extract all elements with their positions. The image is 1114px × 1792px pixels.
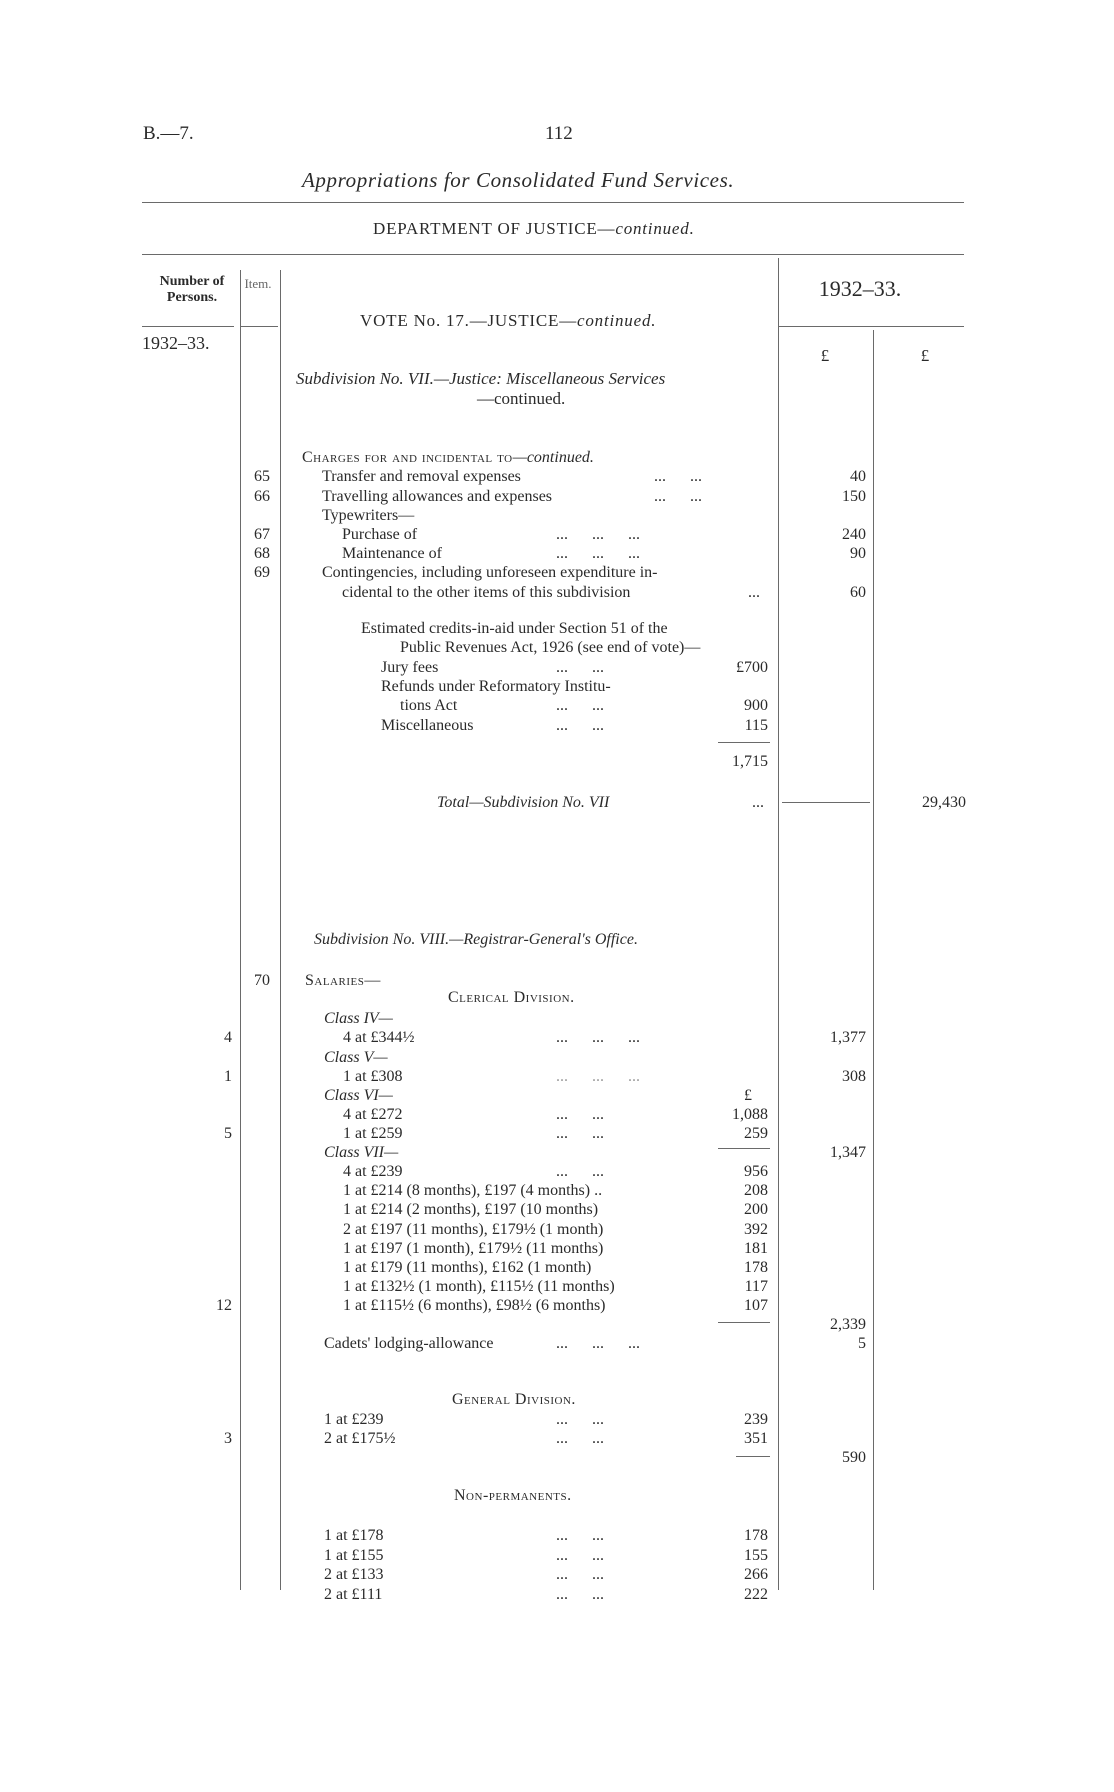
credits-total: 1,715	[732, 753, 768, 770]
contingencies-line-2: cidental to the other items of this subdivision	[342, 584, 631, 601]
line-item-label: Purchase of	[342, 526, 418, 543]
vote-name: VOTE No. 17.—JUSTICE—	[360, 311, 578, 330]
salary-amount: 178	[744, 1259, 768, 1276]
credit-label: Refunds under Reformatory Institu-	[381, 678, 611, 695]
item-number: 68	[254, 545, 270, 562]
leader-dots: ... ... ...	[556, 1335, 640, 1352]
persons-count: 12	[216, 1297, 232, 1314]
persons-count: 5	[224, 1125, 232, 1142]
salary-amount: 266	[744, 1566, 768, 1583]
credits-line-1: Estimated credits-in-aid under Section 51 of the	[361, 620, 668, 637]
salary-line: 1 at £155	[324, 1546, 384, 1564]
general-sum-rule	[736, 1456, 770, 1457]
salary-line: 1 at £259	[343, 1125, 403, 1142]
salary-amount: 117	[744, 1278, 768, 1296]
amount-header-rule	[778, 326, 964, 327]
class-amount: 1,347	[830, 1144, 866, 1161]
class-heading: Class VII—	[324, 1144, 399, 1161]
leader-dots: ... ...	[556, 1106, 604, 1123]
credits-sum-rule	[718, 742, 770, 743]
item-number: 65	[254, 468, 270, 485]
salary-amount: 392	[744, 1220, 768, 1238]
pound-sign-col2: £	[920, 346, 930, 365]
credits-line-2: Public Revenues Act, 1926 (see end of vote)—	[400, 639, 701, 656]
page-number: 112	[545, 123, 573, 144]
cadets-amount: 5	[858, 1335, 866, 1352]
salary-line: 4 at £272	[343, 1106, 403, 1123]
persons-count: 1	[224, 1068, 232, 1085]
credit-label: tions Act	[400, 697, 458, 714]
salary-amount: 178	[744, 1527, 768, 1544]
salary-line: 4 at £344½	[343, 1029, 415, 1046]
typewriters-label: Typewriters—	[322, 507, 415, 524]
line-item-label: Transfer and removal expenses	[322, 468, 521, 485]
item-number: 67	[254, 526, 270, 543]
leader-dots: ... ...	[556, 1566, 604, 1583]
leader-dots: ... ...	[556, 1585, 604, 1603]
persons-header-rule	[142, 326, 234, 327]
salary-amount: 200	[744, 1201, 768, 1219]
subdivision-7-heading-continued: —continued.	[477, 389, 566, 408]
department-heading	[373, 219, 695, 238]
credit-amount: £700	[736, 659, 768, 676]
leader-dots: ... ...	[556, 659, 604, 676]
department-name: DEPARTMENT OF JUSTICE—	[373, 219, 616, 238]
item-header-rule	[240, 326, 278, 327]
pound-sign-col1: £	[820, 346, 830, 365]
leader-dots: ... ... ...	[556, 545, 640, 562]
total-rule	[782, 802, 870, 803]
salary-amount: 956	[744, 1163, 768, 1180]
leader-dots: ... ...	[654, 488, 702, 505]
persons-year-label: 1932–33.	[142, 333, 210, 353]
persons-column-header: Number of Persons.	[159, 274, 225, 305]
salary-line: 1 at £308	[343, 1068, 403, 1085]
subdivision-8-heading: Subdivision No. VIII.—Registrar-General's Office.	[314, 931, 638, 948]
salary-amount: 208	[744, 1182, 768, 1200]
line-item-amount: 90	[850, 545, 866, 562]
general-division-heading: General Division.	[452, 1391, 576, 1408]
salary-amount: 239	[744, 1411, 768, 1428]
salary-line: 1 at £214 (8 months), £197 (4 months) ..	[343, 1182, 603, 1200]
leader-dots: ... ...	[556, 1125, 604, 1142]
charges-heading	[302, 448, 594, 467]
sub-column-pound: £	[744, 1087, 752, 1104]
credit-label: Miscellaneous	[381, 717, 474, 734]
amount-column-mid-rule	[873, 330, 874, 1590]
leader-dots: ... ...	[556, 1527, 604, 1544]
line-item-amount: 60	[850, 584, 866, 601]
credit-label: Jury fees	[381, 659, 439, 676]
item-number: 66	[254, 488, 270, 505]
class-7-sum-rule	[718, 1322, 770, 1323]
credit-amount: 900	[744, 697, 768, 714]
salary-amount: 351	[744, 1430, 768, 1447]
leader-dots: ...	[752, 794, 764, 811]
salary-amount: 181	[744, 1239, 768, 1257]
clerical-division-heading: Clerical Division.	[448, 989, 575, 1006]
charges-continued: —continued.	[512, 449, 594, 466]
line-item-amount: 240	[842, 526, 866, 543]
year-column-header: 1932–33.	[818, 276, 902, 301]
leader-dots: ... ...	[556, 717, 604, 734]
class-amount: 1,377	[830, 1029, 866, 1046]
persons-count: 4	[224, 1029, 232, 1046]
cadets-label: Cadets' lodging-allowance	[324, 1335, 494, 1352]
division-amount: 590	[842, 1449, 866, 1466]
salary-line: 2 at £197 (11 months), £179½ (1 month)	[343, 1220, 604, 1238]
class-heading: Class VI—	[324, 1087, 393, 1104]
salary-line: 2 at £175½	[324, 1430, 396, 1447]
salary-line: 1 at £179 (11 months), £162 (1 month)	[343, 1259, 592, 1276]
salary-line: 2 at £111	[324, 1585, 383, 1603]
salary-amount: 259	[744, 1125, 768, 1142]
persons-count: 3	[224, 1430, 232, 1447]
salary-line: 1 at £178	[324, 1527, 384, 1544]
department-continued: continued.	[615, 219, 695, 238]
leader-dots: ... ...	[556, 1163, 604, 1180]
amount-column-left-rule	[778, 258, 779, 1590]
item-column-header: Item.	[244, 276, 272, 291]
salary-line: 1 at £132½ (1 month), £115½ (11 months)	[343, 1278, 615, 1296]
leader-dots: ... ... ...	[556, 526, 640, 543]
class-amount: 308	[842, 1068, 866, 1085]
salary-amount: 107	[744, 1297, 768, 1315]
salary-line: 1 at £197 (1 month), £179½ (11 months)	[343, 1239, 604, 1257]
salary-line: 1 at £214 (2 months), £197 (10 months)	[343, 1201, 599, 1219]
leader-dots: ... ...	[556, 697, 604, 714]
contingencies-line-1: Contingencies, including unforeseen expenditure in-	[322, 564, 658, 581]
credit-amount: 115	[744, 717, 768, 734]
table-top-rule	[142, 254, 964, 255]
class-heading: Class V—	[324, 1049, 388, 1066]
salary-line: 1 at £239	[324, 1411, 384, 1428]
salary-line: 1 at £115½ (6 months), £98½ (6 months)	[343, 1297, 606, 1315]
document-reference: B.—7.	[143, 123, 194, 144]
subdivision-7-heading: Subdivision No. VII.—Justice: Miscellaneous Services	[296, 369, 666, 388]
page-title: Appropriations for Consolidated Fund Services.	[302, 168, 735, 192]
leader-dots: ... ...	[556, 1411, 604, 1428]
subdivision-7-total-label: Total—Subdivision No. VII	[437, 794, 610, 811]
line-item-label: Travelling allowances and expenses	[322, 488, 553, 505]
salary-amount: 222	[744, 1585, 768, 1603]
leader-dots: ... ...	[556, 1430, 604, 1447]
title-rule	[142, 202, 964, 203]
non-permanents-heading: Non-permanents.	[454, 1487, 572, 1504]
leader-dots: ...	[748, 584, 760, 601]
class-amount: 2,339	[830, 1316, 866, 1333]
charges-label: Charges for and incidental to	[302, 449, 513, 466]
line-item-amount: 150	[842, 488, 866, 505]
leader-dots: ... ...	[556, 1546, 604, 1564]
salary-amount: 155	[744, 1546, 768, 1564]
class-6-sum-rule	[718, 1148, 770, 1149]
item-number: 70	[254, 972, 270, 989]
leader-dots: ... ... ...	[556, 1068, 640, 1085]
salary-line: 2 at £133	[324, 1566, 384, 1583]
leader-dots: ... ... ...	[556, 1029, 640, 1046]
subdivision-7-total: 29,430	[922, 794, 966, 811]
line-item-label: Maintenance of	[342, 545, 442, 562]
vote-continued: continued.	[577, 311, 657, 330]
line-item-amount: 40	[850, 468, 866, 485]
class-heading: Class IV—	[324, 1010, 393, 1027]
item-number: 69	[254, 564, 270, 581]
salaries-heading: Salaries—	[305, 972, 381, 989]
leader-dots: ... ...	[654, 468, 702, 485]
item-column-right-rule	[280, 270, 281, 1590]
vote-title	[360, 311, 656, 330]
salary-line: 4 at £239	[343, 1163, 403, 1180]
salary-amount: 1,088	[732, 1106, 768, 1123]
